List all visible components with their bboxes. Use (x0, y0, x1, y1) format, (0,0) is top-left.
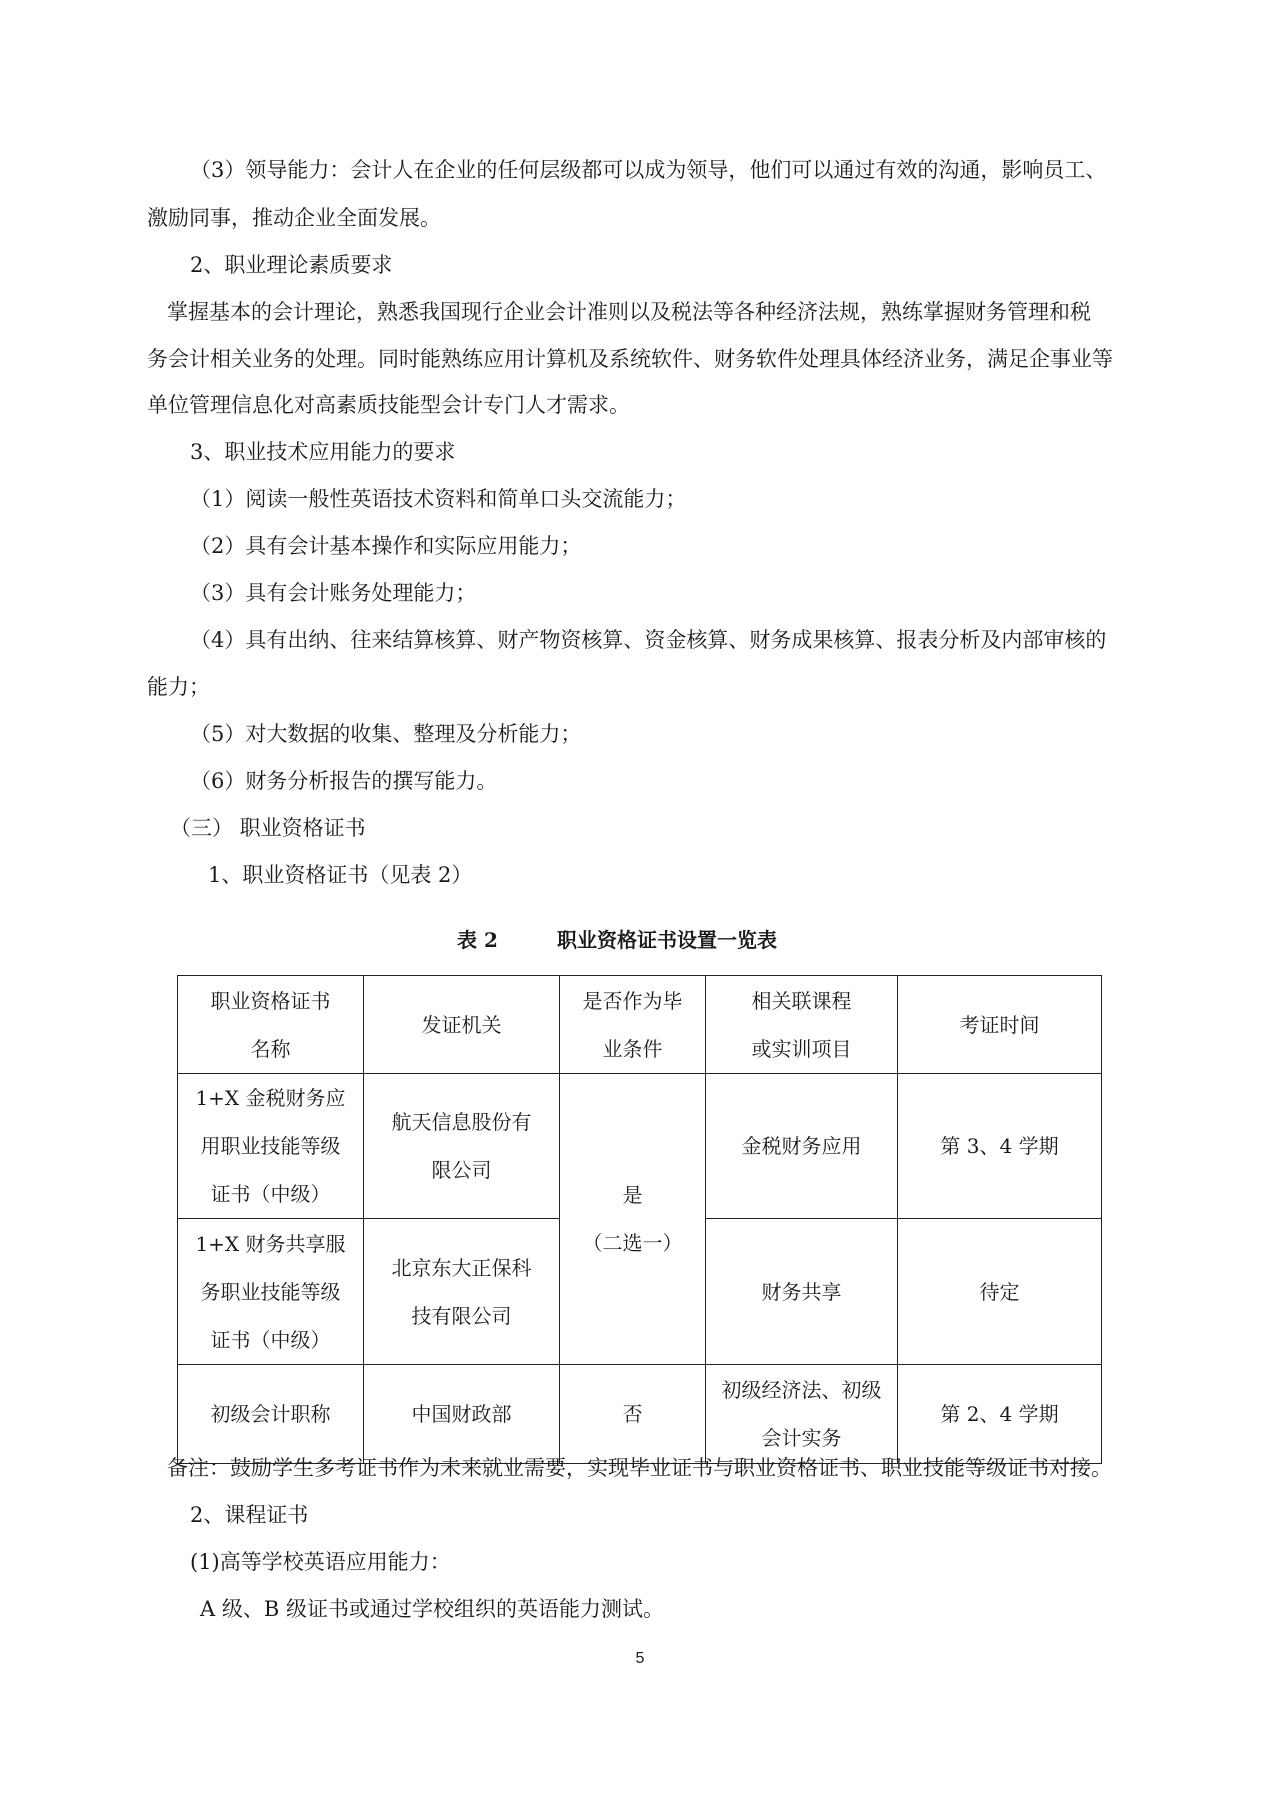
cell-text-line: 用职业技能等级 (200, 1134, 341, 1158)
text-line: （3）具有会计账务处理能力； (190, 581, 477, 605)
course-cell (706, 1219, 898, 1365)
cell-text-line: 证书（中级） (210, 1182, 331, 1206)
table-row (178, 1074, 1102, 1219)
text-line: A 级、B 级证书或通过学校组织的英语能力测试。 (200, 1597, 664, 1621)
table-caption-title: 职业资格证书设置一览表 (557, 928, 777, 952)
text-line: （1）阅读一般性英语技术资料和简单口头交流能力； (190, 487, 687, 511)
text-line: 1、职业资格证书（见表 2） (208, 863, 473, 887)
cell-text-line: 1+X 金税财务应 (195, 1086, 346, 1110)
required-cell-shared (560, 1074, 706, 1365)
required-cell (560, 1365, 706, 1464)
cell-text-line: 考证时间 (959, 1012, 1040, 1037)
text-line: （3）领导能力：会计人在企业的任何层级都可以成为领导，他们可以通过有效的沟通，影响员工、 (190, 158, 1107, 182)
header-issuer (364, 976, 560, 1074)
cell-text-line: 会计实务 (761, 1426, 842, 1450)
cell-text-line: 第 3、4 学期 (940, 1134, 1059, 1158)
text-line: 单位管理信息化对高素质技能型会计专门人才需求。 (147, 393, 630, 417)
cell-text-line: 是 (622, 1183, 643, 1207)
table-row (178, 1365, 1102, 1464)
cert-name-cell (178, 1365, 364, 1464)
cell-text-line: 证书（中级） (210, 1327, 331, 1352)
issuer-cell (364, 1365, 560, 1464)
cert-name-cell (178, 1074, 364, 1219)
table-header-row (178, 976, 1102, 1074)
cell-text-line: 1+X 财务共享服 (195, 1231, 346, 1256)
text-line: 激励同事，推动企业全面发展。 (147, 206, 441, 230)
issuer-cell (364, 1219, 560, 1365)
cell-text-line: 第 2、4 学期 (940, 1402, 1059, 1426)
text-line: 能力； (147, 675, 210, 699)
cell-text-line: 名称 (250, 1036, 291, 1061)
certificate-table (177, 975, 1102, 1464)
cell-text-line: 待定 (979, 1279, 1020, 1304)
cell-text-line: 相关联课程 (751, 988, 852, 1013)
table-caption-number: 表 2 (457, 928, 498, 952)
exam-time-cell (898, 1365, 1102, 1464)
text-line: 掌握基本的会计理论，熟悉我国现行企业会计准则以及税法等各种经济法规，熟练掌握财务管理和税 (167, 300, 1091, 324)
cell-text-line: 限公司 (431, 1158, 492, 1182)
cert-name-cell (178, 1219, 364, 1365)
text-line: 务会计相关业务的处理。同时能熟练应用计算机及系统软件、财务软件处理具体经济业务，满足企事业等 (147, 347, 1113, 371)
cell-text-line: 是否作为毕 (582, 988, 683, 1013)
text-line: （2）具有会计基本操作和实际应用能力； (190, 534, 582, 558)
cell-text-line: 中国财政部 (411, 1402, 512, 1426)
cell-text-line: 初级经济法、初级 (721, 1378, 882, 1402)
exam-time-cell (898, 1219, 1102, 1365)
header-course (706, 976, 898, 1074)
cell-text-line: 发证机关 (421, 1012, 502, 1037)
text-line: （6）财务分析报告的撰写能力。 (190, 769, 498, 793)
text-line: 2、课程证书 (190, 1503, 309, 1527)
text-line: 3、职业技术应用能力的要求 (190, 440, 456, 464)
text-line: 2、职业理论素质要求 (190, 253, 393, 277)
cell-text-line: 技有限公司 (411, 1303, 512, 1328)
cell-text-line: 或实训项目 (751, 1036, 852, 1061)
cell-text-line: 职业资格证书 (210, 988, 331, 1013)
header-required (560, 976, 706, 1074)
cell-text-line: 财务共享 (761, 1279, 842, 1304)
exam-time-cell (898, 1074, 1102, 1219)
text-line: （5）对大数据的收集、整理及分析能力； (190, 722, 582, 746)
page-number: 5 (635, 1650, 645, 1667)
cell-text-line: 金税财务应用 (741, 1134, 862, 1158)
cell-text-line: （二选一） (582, 1231, 683, 1255)
cell-text-line: 务职业技能等级 (200, 1279, 341, 1304)
cell-text-line: 否 (622, 1402, 643, 1426)
text-line: （4）具有出纳、往来结算核算、财产物资核算、资金核算、财务成果核算、报表分析及内部审核的 (190, 628, 1107, 652)
header-cert-name (178, 976, 364, 1074)
text-line: （三） 职业资格证书 (170, 816, 366, 840)
issuer-cell (364, 1074, 560, 1219)
course-cell (706, 1365, 898, 1464)
course-cell (706, 1074, 898, 1219)
cell-text-line: 航天信息股份有 (391, 1110, 532, 1134)
text-line: (1)高等学校英语应用能力： (190, 1550, 451, 1574)
cell-text-line: 业条件 (602, 1036, 663, 1061)
cell-text-line: 北京东大正保科 (391, 1255, 532, 1280)
header-exam-time (898, 976, 1102, 1074)
text-line: 备注：鼓励学生多考证书作为未来就业需要，实现毕业证书与职业资格证书、职业技能等级证书对接。 (167, 1456, 1112, 1480)
cell-text-line: 初级会计职称 (210, 1402, 331, 1426)
